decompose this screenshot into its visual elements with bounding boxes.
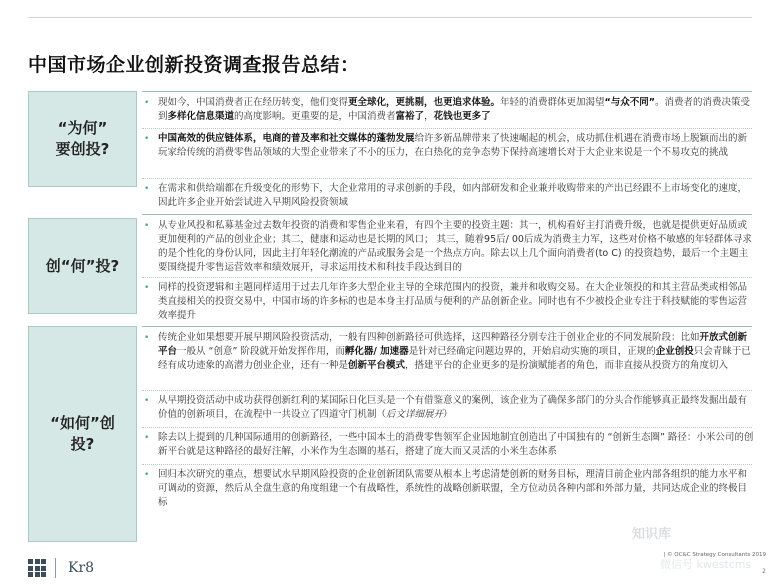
text-segment: 企业创投 <box>655 346 694 357</box>
text-segment: 只会青睐于已经有成功迹象的高潜力创业企业，还有一种是 <box>158 346 751 371</box>
text-segment: 花钱也更多了 <box>433 111 491 122</box>
text-segment: 更全球化，更挑剔，也更追求体验。 <box>348 97 501 108</box>
bullet-how-2: • 从早期投资活动中成功获得创新红利的某国际日化巨头是一个有借鉴意义的案例，该企业为了确保多部门的分头合作能够真正最终发掘出最有价值的创新项目，在流程中一共设立了四道守门机制（后文详细展开） <box>144 395 748 420</box>
bullet-divider <box>142 464 752 465</box>
text-segment: 从早期投资活动中成功获得创新红利的某国际日化巨头是一个有借鉴意义的案例，该企业为了确保多部门的分头合作能够真正最终发掘出最有价值的创新项目，在流程中一共设立了四道守门机制（ <box>158 395 748 420</box>
text-segment: 传统企业如果想要开展早期风险投资活动，一般有四种创新路径可供选择，这四种路径分别专注于创业企业的不同发展阶段：比如 <box>158 332 700 343</box>
text-segment: 多样化信息渠道 <box>167 111 235 122</box>
row-label-box-why <box>28 91 137 187</box>
text-segment: 年轻的消费群体更加渴望 <box>500 97 605 108</box>
text-segment: 富裕了 <box>395 111 425 122</box>
row-label-box-how <box>28 326 137 542</box>
logo-text: Kr8 <box>68 560 95 576</box>
text-segment: 在需求和供给端都在升级变化的形势下，大企业常用的寻求创新的手段，如内部研发和企业兼并收购带来的产出已经跟不上市场变化的速度，因此许多企业开始尝试进入早期风险投资领域 <box>158 183 748 208</box>
text-segment: 后文详细展开 <box>386 409 444 420</box>
row-label-box-what <box>28 218 137 314</box>
row-label-why: “为何” 要创投? <box>55 119 110 158</box>
bullet-what-2: • 同样的投资逻辑和主题同样适用于过去几年许多大型企业主导的全球范围内的投资，兼并和收购交易。在大企业领投的和其主营品类或相邻品类直接相关的投资交易中，中国市场的许多标的也是本身主打品质与便利的产品创新企业。同时也有不少被投企业专注于科技赋能的零售运营效率提升 <box>144 282 748 321</box>
bullet-divider <box>142 427 752 428</box>
text-segment: 。消费者的消费决策受到 <box>158 97 751 122</box>
copyright-text: | © OC&C Strategy Consultants 2019 <box>663 552 766 558</box>
page-number: 2 <box>762 568 766 575</box>
text-segment: ） <box>443 409 453 420</box>
text-segment: 除去以上提到的几种国际通用的创新路径，一些中国本土的消费零售领军企业因地制宜创造出了中国独有的 “创新生态圈” 路径：小米公司的创新平台就是这种路径的最好注解，小米作为生态圈的基石，搭建了庞大而又灵活的小米生态体系 <box>158 432 754 457</box>
text-segment: ， <box>424 111 434 122</box>
text-segment: 孵化器/ 加速器 <box>344 346 409 357</box>
row-separator <box>142 214 752 215</box>
bullet-divider <box>142 277 752 278</box>
watermark-sub: 微信号 kwestcms <box>660 558 752 571</box>
text-segment: “与众不同” <box>604 97 656 108</box>
footer-logo <box>28 558 94 578</box>
text-segment: 回归本次研究的重点，想要试水早期风险投资的企业创新团队需要从根本上考虑清楚创新的财务目标，理清目前企业内部各组织的能力水平和可调动的资源，然后从全盘生意的角度组建一个有战略性，系统性的战略创新联盟，全方位动员各种内部和外部力量，共同达成企业的终极目标 <box>158 469 748 508</box>
top-rule <box>28 17 752 18</box>
row-label-how: “如何”创 投? <box>50 414 115 453</box>
text-segment: 从专业风投和私募基金过去数年投资的消费和零售企业来看，有四个主要的投资主题：其一，机构看好主打消费升级，也就是提供更好品质或更加便利的产品的创业企业；其二，健康和运动也是长期的风口； 其三，随着95后/ 00后成为消费主力军，这些对价格不敏感的年轻群体寻求的是个性化的身份认同，因此主打年轻化潮流的产品或服务会是一个热点方向。除去以上几个面向消费者(to C) 的投资趋势，最后一个主题主要围绕提升零售运营效率和绩效展开，寻求运用技术和科技手段达到目的 <box>158 220 752 273</box>
row-separator <box>142 91 752 92</box>
bullet-divider <box>142 128 752 129</box>
bullet-how-4: • 回归本次研究的重点，想要试水早期风险投资的企业创新团队需要从根本上考虑清楚创新的财务目标，理清目前企业内部各组织的能力水平和可调动的资源，然后从全盘生意的角度组建一个有战略性，系统性的战略创新联盟，全方位动员各种内部和外部力量，共同达成企业的终极目标 <box>144 469 748 508</box>
bullet-divider <box>142 390 752 391</box>
row-label-what: 创“何”投? <box>45 256 120 275</box>
bullet-divider <box>142 178 752 179</box>
text-segment: 开放式创新平台 <box>158 332 748 357</box>
grid-logo-icon <box>28 559 46 577</box>
text-segment: 创新平台模式 <box>348 360 406 371</box>
text-segment: 中国高效的供应链体系，电商的普及率和社交媒体的蓬勃发展 <box>158 133 415 144</box>
text-segment: 一般从 “创意” 阶段就开始发挥作用，而 <box>177 346 345 357</box>
logo-divider <box>55 558 56 578</box>
text-segment: 同样的投资逻辑和主题同样适用于过去几年许多大型企业主导的全球范围内的投资，兼并和收购交易。在大企业领投的和其主营品类或相邻品类直接相关的投资交易中，中国市场的许多标的也是本身主打品质与便利的产品创新企业。同时也有不少被投企业专注于科技赋能的零售运营效率提升 <box>158 282 748 321</box>
text-segment: 是针对已经确定问题边界的，开始启动实施的项目，正规的 <box>408 346 656 357</box>
text-segment: 现如今，中国消费者正在经历转变，他们变得 <box>158 97 349 108</box>
bullet-how-1: • 传统企业如果想要开展早期风险投资活动，一般有四种创新路径可供选择，这四种路径分别专注于创业企业的不同发展阶段：比如开放式创新平台一般从 “创意” 阶段就开始发挥作用，而孵化器/ 加速器是针对已经确定问题边界的，开始启动实施的项目，正规的企业创投只会青睐于已经有成功迹象的高潜力创业企业，还有一种是创新平台模式，搭建平台的企业更多的是扮演赋能者的角色，而非直接从投资方的角度切入 <box>144 332 751 371</box>
row-separator <box>142 326 752 327</box>
bullet-why-1: • 现如今，中国消费者正在经历转变，他们变得更全球化，更挑剔，也更追求体验。年轻的消费群体更加渴望“与众不同”。消费者的消费决策受到多样化信息渠道的高度影响。更重要的是，中国消费者富裕了，花钱也更多了 <box>144 97 751 122</box>
text-segment: 给许多新品牌带来了快速崛起的机会，成功抓住机遇在消费市场上脱颖而出的新玩家给传统的消费零售品领域的大型企业带来了不小的压力，在白热化的竞争态势下保持高速增长对于大企业来说是一个不易攻克的挑战 <box>158 133 748 158</box>
page-title: 中国市场企业创新投资调查报告总结： <box>28 54 360 76</box>
bullet-how-3: • 除去以上提到的几种国际通用的创新路径，一些中国本土的消费零售领军企业因地制宜创造出了中国独有的 “创新生态圈” 路径：小米公司的创新平台就是这种路径的最好注解，小米作为生态圈的基石，搭建了庞大而又灵活的小米生态体系 <box>144 432 754 457</box>
bullet-why-3: • 在需求和供给端都在升级变化的形势下，大企业常用的寻求创新的手段，如内部研发和企业兼并收购带来的产出已经跟不上市场变化的速度，因此许多企业开始尝试进入早期风险投资领域 <box>144 183 748 208</box>
bullet-why-2: • 中国高效的供应链体系，电商的普及率和社交媒体的蓬勃发展给许多新品牌带来了快速崛起的机会，成功抓住机遇在消费市场上脱颖而出的新玩家给传统的消费零售品领域的大型企业带来了不小的压力，在白热化的竞争态势下保持高速增长对于大企业来说是一个不易攻克的挑战 <box>144 133 748 158</box>
text-segment: ，搭建平台的企业更多的是扮演赋能者的角色，而非直接从投资方的角度切入 <box>405 360 729 371</box>
bullet-what-1: • 从专业风投和私募基金过去数年投资的消费和零售企业来看，有四个主要的投资主题：其一，机构看好主打消费升级，也就是提供更好品质或更加便利的产品的创业企业；其二，健康和运动也是长期的风口； 其三，随着95后/ 00后成为消费主力军，这些对价格不敏感的年轻群体寻求的是个性化的身份认同，因此主打年轻化潮流的产品或服务会是一个热点方向。除去以上几个面向消费者(to C) 的投资趋势，最后一个主题主要围绕提升零售运营效率和绩效展开，寻求运用技术和科技手段达到目的 <box>144 220 752 273</box>
watermark-main: 知识库 <box>632 527 672 542</box>
text-segment: 的高度影响。更重要的是，中国消费者 <box>234 111 396 122</box>
